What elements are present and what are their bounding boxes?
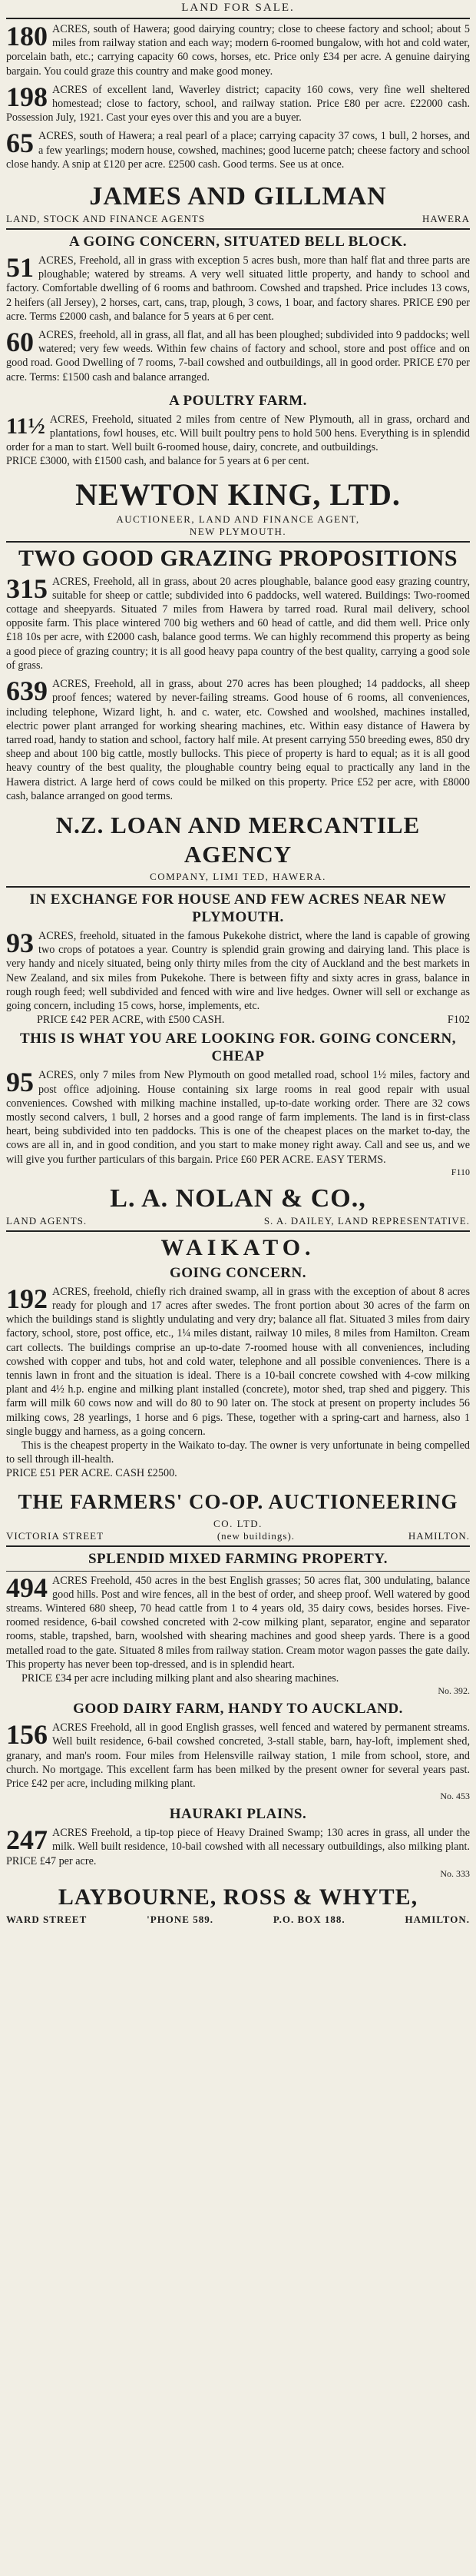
- divider: [6, 228, 470, 230]
- listing-247-acres: [6, 1826, 470, 1868]
- section-subheading: GOING CONCERN.: [169, 1264, 306, 1281]
- agent-name-laybourne: LAYBOURNE, ROSS & WHYTE,: [58, 1884, 418, 1910]
- listing-text: ACRES Freehold, all in good English grasses, well fenced and watered by permanent streams. Well built residence, 6-bail cowshed concreted, 3-stall stable, barn, hay-loft, implement shed, granary, and man's room. Four miles from Helensville railway station, 1 mile from school, store, and church. No mortgage. This excellent farm has been milked by the present owner for several years past. Price £42 per acre, including milking plant.: [6, 1721, 470, 1791]
- acreage-number: 93: [6, 927, 34, 958]
- acreage-number: 60: [6, 327, 34, 358]
- section-heading-waikato: WAIKATO.: [160, 1234, 316, 1260]
- listing-11-acres: [6, 413, 470, 455]
- agent-location: HAWERA: [421, 213, 470, 225]
- agent-street: WARD STREET: [6, 1913, 88, 1925]
- acreage-number: 180: [6, 21, 48, 51]
- agent-location: HAMILTON.: [405, 1913, 470, 1925]
- section-heading-looking: THIS IS WHAT YOU ARE LOOKING FOR. GOING CONCERN, CHEAP: [19, 1031, 457, 1065]
- acreage-number: 494: [6, 1572, 48, 1603]
- listing-180-acres: [6, 22, 470, 78]
- agent-name-farmers-coop: THE FARMERS' CO-OP. AUCTIONEERING: [18, 1489, 458, 1513]
- divider: [6, 1571, 470, 1572]
- acreage-number: 95: [6, 1067, 34, 1098]
- agent-description: COMPANY, LIMI TED, HAWERA.: [150, 870, 326, 882]
- section-heading-exchange: IN EXCHANGE FOR HOUSE AND FEW ACRES NEAR NEW PLYMOUTH.: [29, 891, 447, 925]
- agent-details: [6, 1530, 470, 1542]
- agent-phone: 'PHONE 589.: [147, 1913, 213, 1925]
- agent-details: [6, 1914, 470, 1926]
- agent-company: CO. LTD.: [213, 1517, 263, 1529]
- listing-text: ACRES, freehold, situated in the famous Pukekohe district, where the land is capable of growing two crops of potatoes a year. Country is splendid grain growing and dairying land. This place is very handy and nicely situated, being only thirty miles from the city of Auckland and the best markets in New Zealand, and six miles from Pukekohe. There is between fifty and sixty acres in grass, balance in rough rough feed; well subdivided and fenced with wire and live hedges. Owner will sell or exchange as going concern, including 15 cows, horse, implements, etc.: [6, 929, 470, 1012]
- listing-text: ACRES, Freehold, all in grass, about 270 acres has been ploughed; 14 paddocks, all sheep proof fences; watered by never-failing streams. Good house of 6 rooms, all conveniences, including telephone, Wizard light, h. and c. water, etc. Cowshed and woolshed, machines installed, electric power plant arranged for working shearing machines, etc. Within easy distance of Hawera by tarred road, handy to station and school, factory half mile. At present carrying 550 breeding ewes, 850 dry sheep and about 100 big cattle, mostly bullocks. This piece of property is hard to equal; as it is all good heavy country of the best quality, the ploughable country being equal to practically any land in the Hawera district. A large herd of cows could be milked on this property. Price £52 per acre, with £8000 cash, balance arranged on good terms.: [6, 678, 470, 802]
- section-heading-bell-block: A GOING CONCERN, SITUATED BELL BLOCK.: [69, 234, 407, 251]
- listing-198-acres: [6, 83, 470, 125]
- listing-text: ACRES, south of Hawera; a real pearl of a place; carrying capacity 37 cows, 1 bull, 2 horses, and a few yearlings; modern house, cowshed, machines; good lucerne patch; cheese factory and school close handy. A snip at £120 per acre. £2500 cash. Good terms. See us at once.: [6, 130, 470, 171]
- acreage-number: 11½: [6, 413, 45, 439]
- listing-text: ACRES, Freehold, all in grass with exception 5 acres bush, more than half flat and three parts are ploughable; watered by streams. A very well situated little property, and handy to school and factory. Comfortable dwelling of 6 rooms and bathroom. Cowshed and trapshed. Price includes 13 cows, 2 heifers (all Jersey), 2 horses, cart, cans, trap, plough, 3 cows, 1 boar, and factory shares. PRICE £90 per acre. Terms £2000 cash, and balance for 5 years at 6 per cent.: [6, 254, 470, 323]
- listing-price-row: [6, 1013, 470, 1027]
- listing-reference: F102: [447, 1014, 470, 1027]
- acreage-number: 198: [6, 81, 48, 112]
- agent-location: HAMILTON.: [408, 1529, 470, 1542]
- agent-details: [6, 213, 470, 225]
- agent-name-nz-loan: N.Z. LOAN AND MERCANTILE AGENCY: [55, 811, 421, 868]
- listing-65-acres: [6, 129, 470, 171]
- listing-price: PRICE £3000, with £1500 cash, and balance for 5 years at 6 per cent.: [6, 455, 309, 468]
- listing-text: ACRES, south of Hawera; good dairying country; close to cheese factory and school; about 5 miles from railway station and each way; modern 6-roomed bungalow, with hot and cold water, porcelain bath, etc.; carrying capacity 60 cows, horses, etc. Price only £34 per acre. A genuine dairying bargain. You could graze this country and make good money.: [6, 23, 470, 78]
- agent-description: LAND AGENTS.: [6, 1214, 88, 1227]
- listing-price: PRICE £34 per acre including milking plant and also shearing machines.: [21, 1672, 339, 1685]
- listing-text: ACRES, freehold, all in grass, all flat, and all has been ploughed; subdivided into 9 paddocks; well watered; very few weeds. Within few chains of factory and school, store and post office and on good road. Good Dwelling of 7 rooms, 7-bail cowshed and outbuildings, all in good order. PRICE £70 per acre. Terms: £1500 cash and balance arranged.: [6, 329, 470, 383]
- listing-494-acres: [6, 1574, 470, 1671]
- divider: [6, 886, 470, 888]
- agent-representative: S. A. DAILEY, LAND REPRESENTATIVE.: [263, 1214, 470, 1227]
- listing-reference: No. 333: [440, 1867, 470, 1879]
- divider: [6, 1545, 470, 1547]
- section-heading-grazing: TWO GOOD GRAZING PROPOSITIONS: [18, 545, 458, 571]
- listing-text: ACRES Freehold, a tip-top piece of Heavy Drained Swamp; 130 acres in grass, all under the milk. Well built residence, 10-bail cowshed with all necessary outbuildings, also milking plant. PRICE £47 per acre.: [6, 1827, 470, 1867]
- listing-60-acres: [6, 328, 470, 384]
- listing-reference: No. 453: [440, 1791, 470, 1802]
- agent-description: AUCTIONEER, LAND AND FINANCE AGENT,: [116, 513, 360, 525]
- listing-95-acres: [6, 1068, 470, 1166]
- acreage-number: 51: [6, 252, 34, 284]
- listing-text: ACRES, freehold, chiefly rich drained swamp, all in grass with the exception of about 8 acres ready for plough and 17 acres after swedes. The front portion about 30 acres of the farm on which the buildings stand is slightly undulating and very dry; balance all flat. Situated 3 miles from dairy factory, school, store, post office, etc., 1¼ miles distant, railway 10 miles, 8 miles from Hamilton. Cream cart collects. The buildings comprise an up-to-date 7-roomed house with all conveniences, including cowshed with copper and tubs, hot and cold water, telephone and all possible conveniences. There is a tennis lawn in front and the situation is ideal. There is a 10-bail concrete cowshed with 4-cow milking plant and 4½ h.p. engine and milking plant installed (concrete), motor shed, trap shed and piggery. This farm will milk 60 cows now and will do 80 to 90 later on. The stock at present on property includes 56 milking cows, 28 yearlings, 1 horse and 6 pigs. These, together with a spring-cart and harness, also 1 single buggy and harness, as a going concern.: [6, 1285, 470, 1438]
- agent-street: VICTORIA STREET: [6, 1529, 104, 1542]
- listing-51-acres: [6, 254, 470, 324]
- section-heading-mixed-farming: SPLENDID MIXED FARMING PROPERTY.: [88, 1550, 388, 1567]
- listing-639-acres: [6, 677, 470, 803]
- agent-name-newton-king: NEWTON KING, LTD.: [75, 476, 401, 512]
- acreage-number: 156: [6, 1719, 48, 1751]
- listing-156-acres: [6, 1721, 470, 1791]
- agent-name-nolan: L. A. NOLAN & CO.,: [110, 1183, 366, 1213]
- agent-name-james-gillman: JAMES AND GILLMAN: [89, 182, 387, 211]
- listing-text: ACRES of excellent land, Waverley district; capacity 160 cows, very fine well sheltered homestead; close to factory, school, and railway station. Price £80 per acre. £22000 cash. Possession July, 1921. Cast your eyes over this and you are a buyer.: [6, 83, 470, 124]
- section-heading-auckland: GOOD DAIRY FARM, HANDY TO AUCKLAND.: [73, 1701, 403, 1718]
- listing-93-acres: [6, 929, 470, 1013]
- listing-text-extra: This is the cheapest property in the Waikato to-day. The owner is very unfortunate in being compelled to sell through ill-health.: [6, 1439, 470, 1466]
- divider: [6, 1230, 470, 1232]
- listing-192-acres: [6, 1285, 470, 1439]
- listing-315-acres: [6, 575, 470, 672]
- agent-location: NEW PLYMOUTH.: [189, 525, 287, 537]
- newspaper-column: [6, 0, 470, 1926]
- listing-text: ACRES Freehold, 450 acres in the best English grasses; 50 acres flat, 300 undulating, balance good hills. Post and wire fences, all in the best of order, and sheep proof. Well watered by good streams. Wintered 680 sheep, 70 head cattle from 1 to 4 years old, 35 dairy cows, besides horses. Five-roomed residence, 6-bail cowshed concreted with 2-cow milking plant, separator, engine and separator rooms, stable, trapshed, barn, woolshed with shearing machines and good sheep yards. There is a good metalled road to the gate. Situated 8 miles from railway station. Cream motor wagon passes the gate daily. This property has never been top-dressed, and is in splendid heart.: [6, 1574, 470, 1671]
- acreage-number: 639: [6, 676, 48, 707]
- acreage-number: 65: [6, 128, 34, 159]
- listing-text: ACRES, Freehold, all in grass, about 20 acres ploughable, balance good easy grazing country, suitable for sheep or cattle; subdivided into 6 paddocks, well watered. Buildings: Two-roomed cottage and sheepyards. Situated 7 miles from Hawera by tarred road. Rural mail delivery, school opposite farm. This place wintered 700 big wethers and 60 head of cattle, and did them well. Price only £18 10s per acre, with £2000 cash, balance good terms. We can highly recommend this property as being a good piece of grazing country; it is all good heavy papa country of the best quality, carrying a good sole of grass.: [6, 575, 470, 672]
- listing-price: PRICE £42 PER ACRE, with £500 CASH.: [37, 1014, 225, 1027]
- acreage-number: 247: [6, 1824, 48, 1856]
- divider: [6, 18, 470, 19]
- agent-box: P.O. BOX 188.: [273, 1913, 345, 1925]
- listing-price: PRICE £51 PER ACRE. CASH £2500.: [6, 1467, 177, 1480]
- acreage-number: 192: [6, 1283, 48, 1314]
- listing-reference: F110: [451, 1166, 470, 1177]
- section-heading-hauraki: HAURAKI PLAINS.: [169, 1806, 307, 1823]
- listing-text: ACRES, only 7 miles from New Plymouth on good metalled road, school 1½ miles, factory and post office adjoining. House containing six large rooms in real good repair with usual conveniences. Cowshed with milking machine installed, up-to-date working order. There are 32 cows mostly second calvers, 1 bull, 2 horses and a good range of farm implements. The land is in first-class heart, being subdivided into ten paddocks. This is one of the cheapest places on the market to-day, the cows are all in, and in good condition, and you start to make money right away. Call and see us, and we will give you further particulars of this bargain. Price £60 PER ACRE. EASY TERMS.: [6, 1069, 470, 1166]
- listing-text: ACRES, Freehold, situated 2 miles from centre of New Plymouth, all in grass, orchard and plantations, fowl houses, etc. Will built poultry pens to hold 500 hens. Everything is in splendid order for a man to start. Well built 6-roomed house, dairy, concrete, and outbuildings.: [6, 413, 470, 454]
- acreage-number: 315: [6, 573, 48, 604]
- listing-reference: No. 392.: [438, 1685, 470, 1697]
- page-title: LAND FOR SALE.: [181, 2, 295, 14]
- section-heading-poultry: A POULTRY FARM.: [169, 392, 307, 409]
- agent-details: [6, 1215, 470, 1227]
- agent-note: (new buildings).: [217, 1529, 296, 1542]
- divider: [6, 541, 470, 543]
- agent-description: LAND, STOCK AND FINANCE AGENTS: [6, 213, 206, 225]
